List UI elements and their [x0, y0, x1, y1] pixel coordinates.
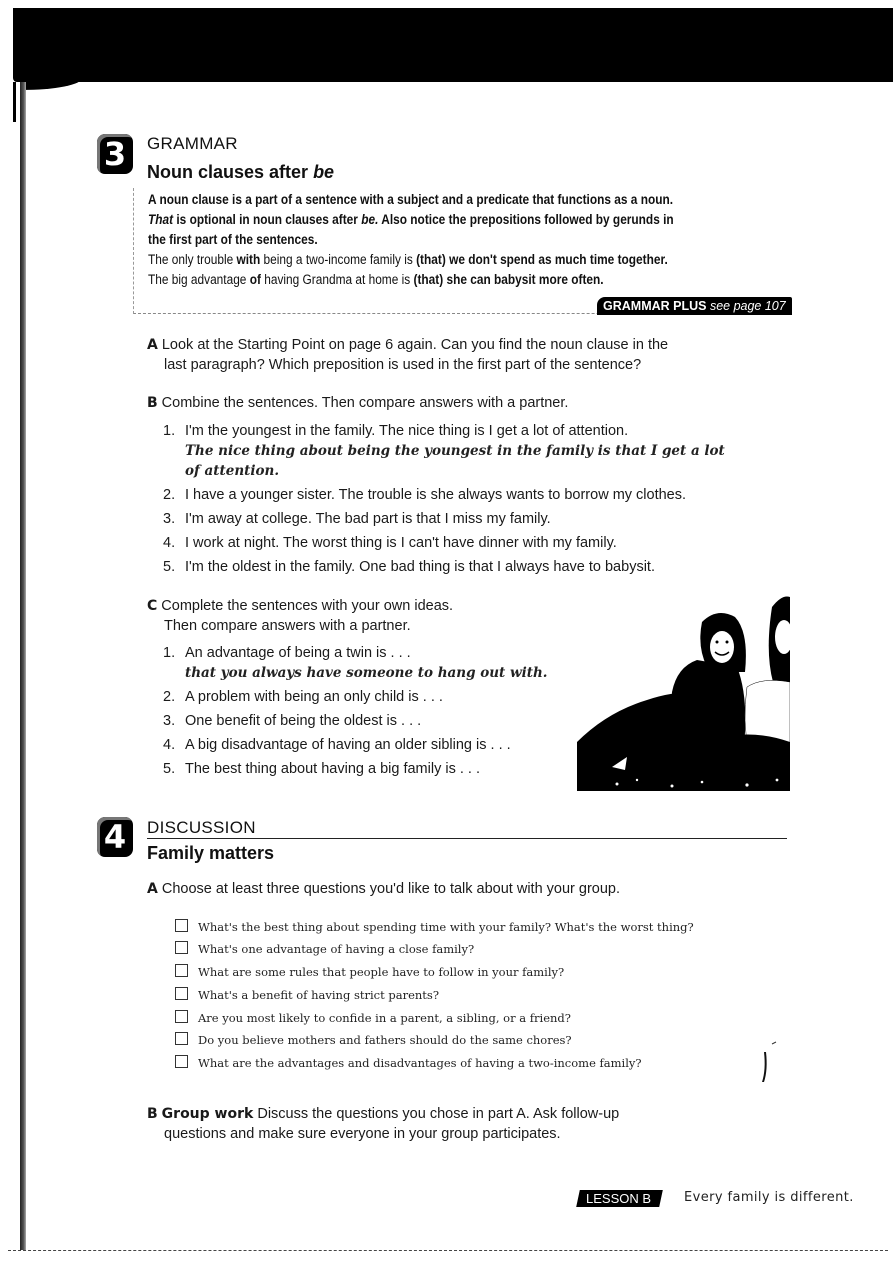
exercise-instruction: Choose at least three questions you'd like to talk about with your group.: [161, 881, 621, 897]
question-item: [175, 918, 694, 936]
question-checkbox[interactable]: [175, 987, 188, 1000]
text: being a two-income family is: [260, 252, 417, 267]
exercise-text: Discuss the questions you chose in part A. Ask follow-up: [253, 1106, 620, 1122]
bold-clause: (that) she can babysit more often.: [413, 272, 604, 287]
grammar-plus-label: GRAMMAR PLUS: [603, 299, 707, 313]
group-work-label: Group work: [161, 1106, 254, 1122]
list-item: [163, 737, 511, 753]
list-item: [163, 645, 411, 661]
question-text: What are some rules that people have to follow in your family?: [198, 965, 565, 979]
item-number: 1.: [163, 423, 176, 439]
item-text: I work at night. The worst thing is I can't have dinner with my family.: [185, 535, 617, 551]
book-spine-shadow: [20, 82, 26, 1250]
item-number: 1.: [163, 645, 176, 661]
text: is optional in noun clauses after: [173, 212, 362, 227]
grammar-rule-line-1: A noun clause is a part of a sentence with a subject and a predicate that functions as a noun.: [148, 192, 674, 207]
bold-preposition: of: [249, 272, 261, 287]
pen-mark-decoration: [752, 1040, 782, 1085]
section-kicker: GRAMMAR: [147, 134, 238, 153]
section-title: Family matters: [147, 843, 275, 863]
text: The big advantage: [148, 272, 250, 287]
question-item: [175, 940, 474, 958]
text: Also notice the prepositions followed by gerunds in: [378, 212, 674, 227]
item-number: 4.: [163, 535, 176, 551]
exercise-letter: B: [147, 395, 158, 411]
list-item: [163, 423, 628, 439]
item-number: 2.: [163, 487, 176, 503]
lesson-tag: [576, 1190, 663, 1207]
exercise-letter: C: [147, 598, 158, 614]
grammar-example-1: [148, 250, 711, 270]
exercise-letter: A: [147, 881, 158, 897]
page-bottom-edge: [8, 1250, 888, 1251]
question-item: [175, 1031, 572, 1049]
list-item: [163, 761, 480, 777]
exercise-text: questions and make sure everyone in your group participates.: [164, 1126, 561, 1142]
item-number: 5.: [163, 559, 176, 575]
discussion-exercise-a: [147, 879, 620, 899]
section-divider: [147, 838, 787, 839]
exercise-b: [147, 393, 568, 413]
question-text: Are you most likely to confide in a parent, a sibling, or a friend?: [198, 1011, 571, 1025]
page-edge: [13, 82, 16, 122]
item-text: A problem with being an only child is . . .: [185, 689, 443, 705]
list-item: [163, 511, 551, 527]
grammar-rule-line-2: [148, 210, 711, 230]
exercise-a: [147, 335, 668, 375]
item-text: A big disadvantage of having an older sibling is . . .: [185, 737, 511, 753]
question-item: [175, 1009, 571, 1027]
grammar-explanation-box: [133, 188, 789, 314]
section-kicker: DISCUSSION: [147, 818, 256, 837]
question-item: [175, 986, 439, 1004]
example-answer: of attention.: [185, 463, 280, 479]
exercise-letter: A: [147, 337, 158, 353]
exercise-c: [147, 596, 453, 636]
section-title: [147, 162, 334, 183]
exercise-instruction: Combine the sentences. Then compare answers with a partner.: [161, 395, 569, 411]
question-checkbox[interactable]: [175, 1032, 188, 1045]
bold-preposition: with: [236, 252, 261, 267]
exercise-letter: B: [147, 1106, 158, 1122]
item-text: I'm away at college. The bad part is that I miss my family.: [185, 511, 551, 527]
exercise-text: Complete the sentences with your own ideas.: [161, 598, 454, 614]
example-answer: The nice thing about being the youngest in the family is that I get a lot: [185, 443, 725, 459]
item-text: I'm the youngest in the family. The nice thing is I get a lot of attention.: [185, 423, 629, 439]
example-answer: that you always have someone to hang out with.: [185, 665, 548, 681]
question-checkbox[interactable]: [175, 964, 188, 977]
section-number-badge: 4: [97, 817, 133, 857]
lesson-title: Every family is different.: [684, 1190, 854, 1205]
question-text: Do you believe mothers and fathers should do the same chores?: [198, 1033, 572, 1047]
item-text: One benefit of being the oldest is . . .: [185, 713, 422, 729]
question-text: What's a benefit of having strict parents?: [198, 988, 439, 1002]
section-title-italic: be: [313, 162, 335, 182]
question-text: What are the advantages and disadvantages of having a two-income family?: [198, 1056, 642, 1070]
item-number: 3.: [163, 713, 176, 729]
question-checkbox[interactable]: [175, 919, 188, 932]
exercise-text: last paragraph? Which preposition is used in the first part of the sentence?: [164, 357, 642, 373]
item-text: The best thing about having a big family is . . .: [185, 761, 480, 777]
grammar-plus-link[interactable]: [597, 297, 792, 315]
grammar-plus-page-ref: see page 107: [709, 299, 786, 313]
list-item: [163, 713, 421, 729]
text: The only trouble: [148, 252, 237, 267]
exercise-text: Then compare answers with a partner.: [164, 618, 411, 634]
question-text: What's the best thing about spending time with your family? What's the worst thing?: [198, 920, 694, 934]
item-number: 4.: [163, 737, 176, 753]
bold-clause: (that) we don't spend as much time together.: [416, 252, 668, 267]
italic-be: be.: [361, 212, 379, 227]
item-text: I'm the oldest in the family. One bad thing is that I always have to babysit.: [185, 559, 655, 575]
list-item: [163, 559, 655, 575]
page-header-bar: [13, 8, 893, 82]
item-text: An advantage of being a twin is . . .: [185, 645, 411, 661]
item-text: I have a younger sister. The trouble is she always wants to borrow my clothes.: [185, 487, 687, 503]
list-item: [163, 689, 443, 705]
question-item: [175, 963, 564, 981]
question-text: What's one advantage of having a close family?: [198, 942, 475, 956]
lesson-tag-label: LESSON B: [586, 1191, 652, 1206]
text: having Grandma at home is: [260, 272, 414, 287]
italic-that: That: [148, 212, 174, 227]
discussion-exercise-b: [147, 1104, 619, 1144]
list-item: [163, 535, 617, 551]
question-checkbox[interactable]: [175, 1055, 188, 1068]
list-item: [163, 487, 686, 503]
item-number: 5.: [163, 761, 176, 777]
grammar-rule-line-3: the first part of the sentences.: [148, 232, 318, 247]
header-bar-curve: [22, 78, 82, 90]
section-number-badge: 3: [97, 134, 133, 174]
question-item: [175, 1054, 642, 1072]
family-photo: [577, 592, 790, 791]
question-checkbox[interactable]: [175, 1010, 188, 1023]
question-checkbox[interactable]: [175, 941, 188, 954]
section-title-text: Noun clauses after: [147, 162, 314, 182]
photo-illustration: [577, 592, 790, 791]
item-number: 2.: [163, 689, 176, 705]
exercise-text: Look at the Starting Point on page 6 again. Can you find the noun clause in the: [161, 337, 669, 353]
item-number: 3.: [163, 511, 176, 527]
grammar-example-2: [148, 270, 711, 290]
